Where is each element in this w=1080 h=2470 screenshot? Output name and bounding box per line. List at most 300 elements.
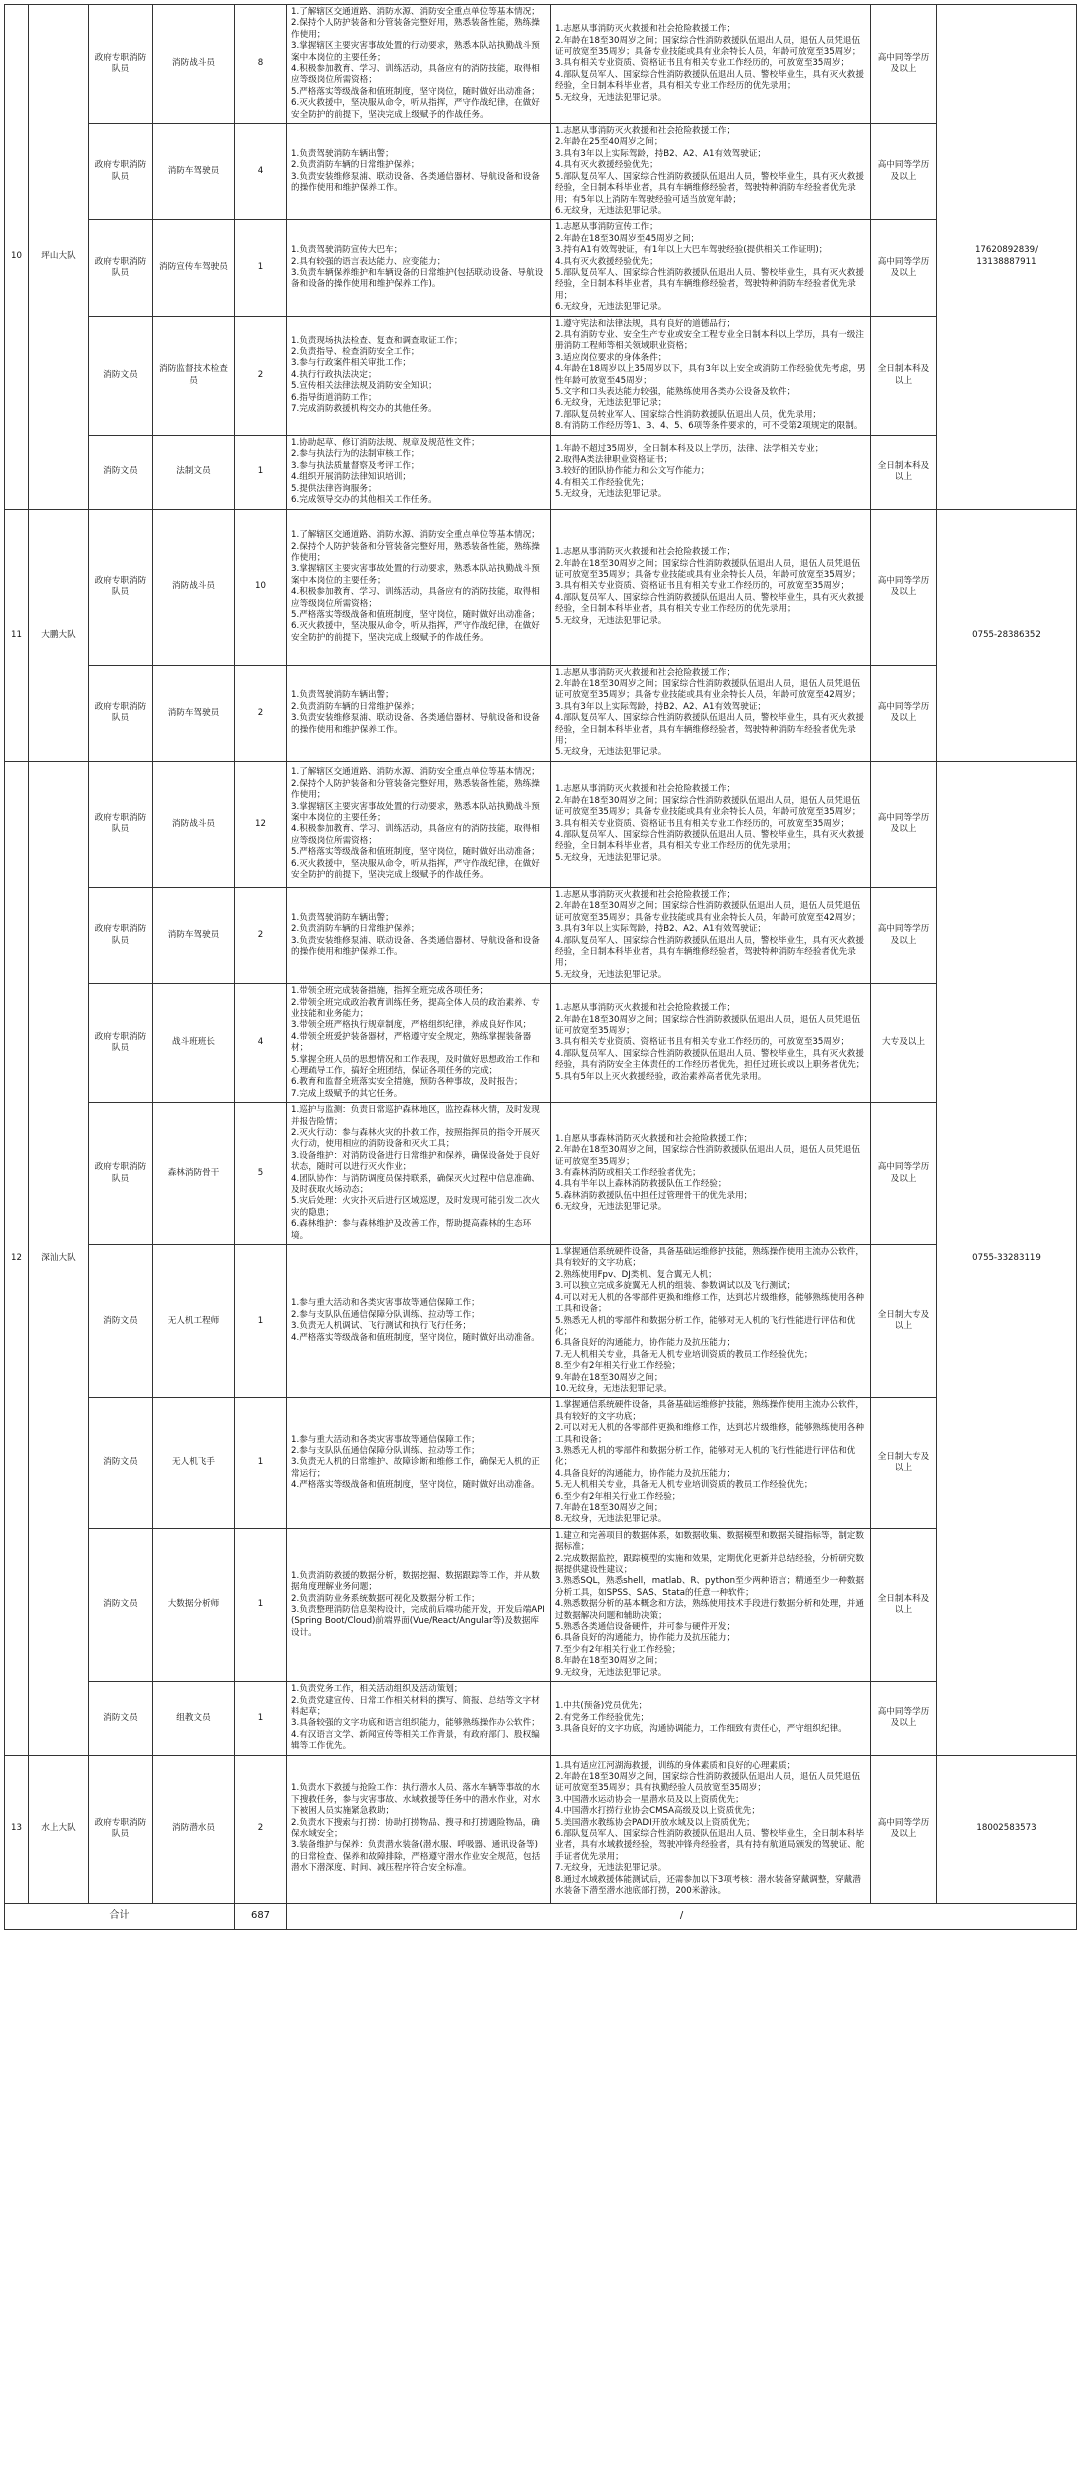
requirement-line: 5.熟悉各类通信设备硬件，并可参与硬件开发； xyxy=(555,1622,736,1633)
requirement-line: 2.年龄在18至30周岁之间；国家综合性消防救援队伍退出人员，退伍人员凭退伍证可放宽至35周岁；具备专业技能或具有业余特长人员，年龄可放宽至42周岁； xyxy=(555,679,861,701)
duty-line: 3.负责车辆保养维护和车辆设备的日常维护(包括联动设备、导航设备和设备的操作使用和维护保养工作)。 xyxy=(291,267,544,290)
table-row xyxy=(5,1682,1077,1755)
headcount: 1 xyxy=(235,1682,287,1755)
position-name: 消防战斗员 xyxy=(153,5,235,124)
requirement-line: 6.具备良好的沟通能力，协作能力及抗压能力； xyxy=(555,1338,736,1349)
headcount: 4 xyxy=(235,124,287,220)
duty-line: 3.设备维护：对消防设备进行日常维护和保养，确保设备处于良好状态，随时可以进行灭火作业； xyxy=(291,1150,540,1173)
requirement-line: 4.具有灭火救援经验优先； xyxy=(555,256,658,267)
requirement-line: 2.年龄在18至30周岁之间，国家综合性消防救援队伍退出人员，退伍人员凭退伍证可放宽至35周岁；具有执勤经验人员放宽至35周岁； xyxy=(555,1772,861,1794)
headcount: 1 xyxy=(235,1398,287,1528)
duty-line: 1.了解辖区交通道路、消防水源、消防安全重点单位等基本情况； xyxy=(291,530,540,541)
headcount: 1 xyxy=(235,1245,287,1398)
table-row xyxy=(5,761,1077,887)
duty-line: 6.灭火救援中，坚决服从命令，听从指挥，严守作战纪律，在做好安全防护的前提下，坚决完成上级赋予的作战任务。 xyxy=(291,621,540,643)
headcount: 2 xyxy=(235,1755,287,1903)
requirement-line: 5.熟悉无人机的零部件和数据分析工作，能够对无人机的飞行性能进行评估和优化； xyxy=(555,1315,856,1337)
duty-line: 4.严格落实等级战备和值班制度，坚守岗位，随时做好出动准备。 xyxy=(291,1480,540,1491)
education-requirement: 高中同等学历及以上 xyxy=(871,1682,937,1755)
duties-cell xyxy=(287,509,551,665)
headcount: 2 xyxy=(235,887,287,983)
position-name: 消防车驾驶员 xyxy=(153,665,235,761)
duty-line: 2.负责消防车辆的日常维护保养； xyxy=(291,160,420,171)
position-name: 无人机飞手 xyxy=(153,1398,235,1528)
headcount: 1 xyxy=(235,1528,287,1681)
education-requirement: 全日制大专及以上 xyxy=(871,1245,937,1398)
requirement-line: 1.具有适应江河湖海救援，训练的身体素质和良好的心理素质； xyxy=(555,1760,796,1771)
requirements-cell xyxy=(551,1682,871,1755)
requirement-line: 4.部队复员军人、国家综合性消防救援队伍退出人员，警校毕业生，具有灭火救援经验，全日制本科毕业者，具有车辆维修经验者，驾驶特种消防车经验者优先录用； xyxy=(555,935,864,969)
staff-category: 消防文员 xyxy=(89,435,153,509)
requirement-line: 5.文字和口头表达能力较强，能熟练使用各类办公设备及软件； xyxy=(555,387,796,397)
requirement-line: 1.志愿从事消防灭火救援和社会抢险救援工作； xyxy=(555,667,736,678)
requirement-line: 4.可以对无人机的各零部件更换和维修工作，达到芯片级维修，能够熟练使用各种工具和设备； xyxy=(555,1292,864,1315)
requirement-line: 2.年龄在18至30周岁之间，国家综合性消防救援队伍退出人员，退伍人员凭退伍证可放宽至35周岁； xyxy=(555,1145,861,1167)
education-requirement: 高中同等学历及以上 xyxy=(871,665,937,761)
duty-line: 2.负责水下搜索与打捞：协助打捞物品、搜寻和打捞遇险物品，确保水域安全； xyxy=(291,1817,540,1840)
duty-line: 2.负责消防车辆的日常维护保养； xyxy=(291,924,420,935)
education-requirement: 全日制本科及以上 xyxy=(871,316,937,435)
section-number: 13 xyxy=(5,1755,29,1903)
duty-line: 1.负责驾驶消防宣传大巴车； xyxy=(291,245,403,256)
requirements-cell xyxy=(551,1398,871,1528)
table-row xyxy=(5,1398,1077,1528)
duty-line: 4.积极参加教育、学习、训练活动，具备应有的消防技能，取得相应等级岗位所需资格； xyxy=(291,824,540,846)
contact-phone: 0755-33283119 xyxy=(937,761,1077,1755)
requirement-line: 4.部队复员军人、国家综合性消防救援队伍退出人员、警校毕业生，具有灭火救援经验，具有消防安全主体责任的工作经历者优先，担任过班长或以上职务者优先； xyxy=(555,1048,865,1071)
position-name: 消防车驾驶员 xyxy=(153,124,235,220)
headcount: 2 xyxy=(235,665,287,761)
duty-line: 5.掌握全班人员的思想情况和工作表现，及时做好思想政治工作和心理疏导工作，搞好全班团结，保证各项任务的完成； xyxy=(291,1054,540,1076)
requirements-cell xyxy=(551,220,871,316)
requirement-line: 3.具有相关专业资质、资格证书且有相关专业工作经历的，可放宽至35周岁； xyxy=(555,58,850,69)
table-body xyxy=(5,5,1077,1930)
requirement-line: 6.部队复员军人、国家综合性消防救援队伍退出人员、警校毕业生，全日制本科毕业者，具有水域救援经验，驾驶冲锋舟经验者，具有持有航道局颁发的驾驶证、舵手证者优先录用； xyxy=(555,1829,865,1862)
education-requirement: 高中同等学历及以上 xyxy=(871,5,937,124)
requirement-line: 4.熟悉数据分析的基本概念和方法，熟练使用技术手段进行数据分析和处理，并通过数据解决问题和辅助决策； xyxy=(555,1599,864,1621)
duty-line: 4.有汉语言文学、新闻宣传等相关工作背景，有政府部门、股权编辑等工作优先。 xyxy=(291,1729,540,1752)
position-name: 大数据分析师 xyxy=(153,1528,235,1681)
duty-line: 2.保持个人防护装备和分管装备完整好用，熟悉装备性能，熟练操作使用； xyxy=(291,778,540,801)
requirement-line: 6.无纹身，无违法犯罪记录。 xyxy=(555,205,667,216)
requirement-line: 7.年龄在18至30周岁之间； xyxy=(555,1503,663,1513)
duties-cell xyxy=(287,1398,551,1528)
requirement-line: 3.有森林消防或相关工作经验者优先； xyxy=(555,1167,701,1178)
staff-category: 政府专职消防队员 xyxy=(89,887,153,983)
education-requirement: 全日制本科及以上 xyxy=(871,1528,937,1681)
requirement-line: 1.志愿从事消防灭火救援和社会抢险救援工作； xyxy=(555,24,736,35)
table-row xyxy=(5,1755,1077,1903)
requirement-line: 6.具备良好的沟通能力，协作能力及抗压能力； xyxy=(555,1633,736,1644)
table-row xyxy=(5,509,1077,665)
duty-line: 4.团队协作：与消防调度员保持联系，确保灭火过程中信息准确、及时获取火场动态； xyxy=(291,1173,540,1196)
requirement-line: 2.年龄在18至30周岁至45周岁之间； xyxy=(555,233,700,244)
requirement-line: 6.无纹身，无违法犯罪记录。 xyxy=(555,302,667,313)
duties-cell xyxy=(287,1682,551,1755)
education-requirement: 高中同等学历及以上 xyxy=(871,509,937,665)
requirement-line: 1.建立和完善项目的数据体系，如数据收集、数据模型和数据关键指标等，制定数据标准； xyxy=(555,1530,864,1553)
contact-phone: 18002583573 xyxy=(937,1755,1077,1903)
duty-line: 1.了解辖区交通道路、消防水源、消防安全重点单位等基本情况； xyxy=(291,7,540,17)
requirement-line: 2.年龄在18至30周岁之间；国家综合性消防救援队伍退出人员，退伍人员凭退伍证可放宽至35周岁；具备专业技能或具有业余特长人员，年龄可放宽至35周岁； xyxy=(555,558,861,581)
requirement-line: 3.熟悉无人机的零部件和数据分析工作，能够对无人机的飞行性能进行评估和优化； xyxy=(555,1445,856,1468)
duty-line: 4.执行行政执法决定； xyxy=(291,369,377,380)
headcount: 4 xyxy=(235,984,287,1103)
requirement-line: 3.适应岗位要求的身体条件； xyxy=(555,352,667,363)
position-name: 法制文员 xyxy=(153,435,235,509)
duty-line: 2.参与支队队伍通信保障分队训练、拉动等工作； xyxy=(291,1445,480,1456)
total-slash: / xyxy=(287,1903,1077,1929)
requirement-line: 1.自愿从事森林消防灭火救援和社会抢险救援工作； xyxy=(555,1133,753,1144)
headcount: 1 xyxy=(235,220,287,316)
requirement-line: 8.年龄在18至30周岁之间； xyxy=(555,1656,663,1667)
requirement-line: 5.无纹身，无违法犯罪记录。 xyxy=(555,852,667,863)
requirements-cell xyxy=(551,435,871,509)
requirement-line: 1.志愿从事消防灭火救援和社会抢险救援工作； xyxy=(555,547,736,558)
duties-cell xyxy=(287,316,551,435)
requirement-line: 5.无纹身，无违法犯罪记录。 xyxy=(555,615,667,626)
requirement-line: 5.部队复员军人、国家综合性消防救援队伍退出人员，警校毕业生，具有灭火救援经验，全日制本科毕业者，具有车辆维修经验者，驾驶特种消防车经验者优先录用；有5年以上消防车驾驶经验可适当放宽年龄； xyxy=(555,171,864,205)
duty-line: 6.指导街道消防工作； xyxy=(291,392,377,403)
requirements-cell xyxy=(551,1528,871,1681)
duty-line: 1.负责驾驶消防车辆出警； xyxy=(291,690,394,701)
requirement-line: 5.森林消防救援队伍中担任过管理骨干的优先录用； xyxy=(555,1190,753,1201)
requirement-line: 2.完成数据监控，跟踪模型的实施和效果，定期优化更新并总结经验，分析研究数据提供建设性建议； xyxy=(555,1553,864,1576)
duty-line: 3.掌握辖区主要灾害事故处置的行动要求，熟悉本队站执勤战斗预案中本岗位的主要任务； xyxy=(291,564,540,586)
requirement-line: 1.掌握通信系统硬件设备，具备基础运维修护技能，熟练操作使用主流办公软件，具有较好的文字功底； xyxy=(555,1400,864,1422)
duty-line: 1.巡护与监测：负责日常巡护森林地区，监控森林火情，及时发现并报告险情； xyxy=(291,1105,540,1127)
duty-line: 6.森林维护：参与森林维护及改善工作，帮助提高森林的生态环境。 xyxy=(291,1219,532,1241)
requirement-line: 8.通过水域救援体能测试后，还需参加以下3项考核：潜水装备穿戴调整，穿戴潜水装备下潜至潜水池底部打捞，200米游泳。 xyxy=(555,1874,861,1897)
requirement-line: 4.具备良好的沟通能力，协作能力及抗压能力； xyxy=(555,1468,736,1479)
requirement-line: 4.中国潜水打捞行业协会CMSA高级及以上资质优先； xyxy=(555,1806,760,1817)
table-row xyxy=(5,1245,1077,1398)
requirement-line: 1.遵守宪法和法律法规，具有良好的道德品行； xyxy=(555,318,736,329)
duty-line: 7.完成消防救援机构交办的其他任务。 xyxy=(291,404,437,415)
duty-line: 4.组织开展消防法律知识培训； xyxy=(291,472,411,483)
duty-line: 3.负责安装维修泵浦、联动设备、各类通信器材、导航设备和设备的操作使用和维护保养工作。 xyxy=(291,713,540,735)
staff-category: 消防文员 xyxy=(89,1682,153,1755)
requirement-line: 3.较好的团队协作能力和公文写作能力； xyxy=(555,466,710,477)
section-number: 11 xyxy=(5,509,29,761)
education-requirement: 高中同等学历及以上 xyxy=(871,887,937,983)
table-row xyxy=(5,220,1077,316)
position-name: 消防战斗员 xyxy=(153,761,235,887)
total-count: 687 xyxy=(235,1903,287,1929)
duty-line: 3.装备维护与保养：负责潜水装备(潜水服、呼吸器、通讯设备等)的日常检查、保养和故障排除，严格遵守潜水作业安全规范，包括潜水下潜深度、时间、减压程序符合安全标准。 xyxy=(291,1840,541,1874)
table-row xyxy=(5,984,1077,1103)
duty-line: 2.参与执法行为的法制审核工作； xyxy=(291,449,420,460)
duties-cell xyxy=(287,1103,551,1245)
duty-line: 3.负责无人机调试、飞行测试和执行飞行任务； xyxy=(291,1321,472,1332)
duty-line: 3.参与行政案件相关审批工作； xyxy=(291,358,411,369)
total-row xyxy=(5,1903,1077,1929)
duty-line: 4.严格落实等级战备和值班制度，坚守岗位，随时做好出动准备。 xyxy=(291,1332,540,1343)
requirements-cell xyxy=(551,761,871,887)
requirement-line: 5.无纹身，无违法犯罪记录。 xyxy=(555,747,667,758)
duty-line: 5.严格落实等级战备和值班制度，坚守岗位，随时做好出动准备； xyxy=(291,609,540,620)
requirement-line: 4.部队复员军人、国家综合性消防救援队伍退出人员、警校毕业生，具有灭火救援经验，全日制本科毕业者，具有相关专业工作经历的优先录用； xyxy=(555,830,864,852)
duty-line: 2.负责消防车辆的日常维护保养； xyxy=(291,701,420,712)
position-name: 战斗班班长 xyxy=(153,984,235,1103)
contact-phone: 0755-28386352 xyxy=(937,509,1077,761)
duty-line: 3.带领全班严格执行规章制度，严格组织纪律，养成良好作风； xyxy=(291,1020,532,1031)
duty-line: 3.参与执法质量督察及考评工作； xyxy=(291,460,420,471)
requirement-line: 4.年龄在18周岁以上35周岁以下，具有3年以上安全或消防工作经验优先考虑，男性年龄可放宽至45周岁； xyxy=(555,364,866,386)
duty-line: 5.灾后处理：火灾扑灭后进行区域巡逻，及时发现可能引发二次火灾的隐患； xyxy=(291,1196,540,1218)
duty-line: 1.了解辖区交通道路、消防水源、消防安全重点单位等基本情况； xyxy=(291,767,540,778)
table-row xyxy=(5,1103,1077,1245)
requirement-line: 3.中国潜水运动协会一星潜水员及以上资质优先； xyxy=(555,1794,744,1805)
duty-line: 7.完成上级赋予的其它任务。 xyxy=(291,1088,403,1099)
requirement-line: 3.具有相关专业资质、资格证书且有相关专业工作经历的，可放宽至35周岁； xyxy=(555,818,850,829)
headcount: 10 xyxy=(235,509,287,665)
requirements-cell xyxy=(551,124,871,220)
requirement-line: 8.至少有2年相关行业工作经验； xyxy=(555,1361,681,1372)
requirement-line: 7.至少有2年相关行业工作经验； xyxy=(555,1644,681,1655)
education-requirement: 全日制大专及以上 xyxy=(871,1398,937,1528)
recruitment-table-sheet xyxy=(4,4,1076,1930)
duty-line: 3.具备较强的文字功底和语言组织能力，能够熟练操作办公软件； xyxy=(291,1718,540,1729)
headcount: 8 xyxy=(235,5,287,124)
requirement-line: 5.美国潜水教练协会PADI开放水域及以上资质优先； xyxy=(555,1817,755,1828)
staff-category: 政府专职消防队员 xyxy=(89,220,153,316)
staff-category: 政府专职消防队员 xyxy=(89,5,153,124)
staff-category: 政府专职消防队员 xyxy=(89,984,153,1103)
duties-cell xyxy=(287,665,551,761)
requirements-cell xyxy=(551,1245,871,1398)
requirement-line: 4.有相关工作经验优先； xyxy=(555,477,650,488)
requirements-cell xyxy=(551,5,871,124)
requirement-line: 7.无纹身，无违法犯罪记录。 xyxy=(555,1863,667,1874)
duty-line: 1.协助起草、修订消防法规、规章及规范性文件； xyxy=(291,437,480,448)
position-name: 消防宣传车驾驶员 xyxy=(153,220,235,316)
duty-line: 1.带领全班完成装备措施，指挥全班完成各项任务； xyxy=(291,986,489,997)
requirement-line: 9.无纹身，无违法犯罪记录。 xyxy=(555,1667,667,1678)
requirement-line: 4.部队复员军人、国家综合性消防救援队伍退出人员，警校毕业生，具有灭火救援经验，全日制本科毕业者，具有车辆维修经验者，驾驶特种消防车经验者优先录用； xyxy=(555,713,864,747)
duties-cell xyxy=(287,1755,551,1903)
duties-cell xyxy=(287,220,551,316)
education-requirement: 全日制本科及以上 xyxy=(871,435,937,509)
total-label: 合计 xyxy=(5,1903,235,1929)
duty-line: 1.负责驾驶消防车辆出警； xyxy=(291,912,394,923)
table-row xyxy=(5,316,1077,435)
table-row xyxy=(5,887,1077,983)
headcount: 5 xyxy=(235,1103,287,1245)
duty-line: 3.掌握辖区主要灾害事故处置的行动要求，熟悉本队站执勤战斗预案中本岗位的主要任务； xyxy=(291,41,540,63)
table-row xyxy=(5,1528,1077,1681)
position-name: 消防战斗员 xyxy=(153,509,235,665)
duty-line: 3.负责安装维修泵浦、联动设备、各类通信器材、导航设备和设备的操作使用和维护保养工作。 xyxy=(291,935,540,957)
requirement-line: 3.具有3年以上实际驾龄，持B2、A2、A1有效驾驶证； xyxy=(555,924,767,935)
contact-phone: 17620892839/ 13138887911 xyxy=(937,5,1077,510)
education-requirement: 高中同等学历及以上 xyxy=(871,124,937,220)
duty-line: 2.负责指导、检查消防安全工作； xyxy=(291,347,420,358)
education-requirement: 高中同等学历及以上 xyxy=(871,220,937,316)
staff-category: 消防文员 xyxy=(89,1245,153,1398)
requirement-line: 8.有消防工作经历等1、3、4、5、6项等条件要求的，可不受第2项规定的限制。 xyxy=(555,421,863,432)
duty-line: 3.负责整理消防信息架构设计，完成前后端功能开发，开发后端API(Spring Boot/Cloud)前端界面(Vue/React/Angular等)及数据库设计。 xyxy=(291,1604,545,1638)
duty-line: 2.具有较强的语言表达能力、应变能力； xyxy=(291,256,446,267)
staff-category: 消防文员 xyxy=(89,1528,153,1681)
requirement-line: 6.无纹身，无违法犯罪记录； xyxy=(555,398,667,409)
education-requirement: 高中同等学历及以上 xyxy=(871,1755,937,1903)
duties-cell xyxy=(287,435,551,509)
requirement-line: 7.部队复员转业军人、国家综合性消防救援队伍退出人员，优先录用； xyxy=(555,409,822,420)
requirement-line: 8.无纹身，无违法犯罪记录。 xyxy=(555,1514,667,1525)
requirement-line: 2.年龄在18至30周岁之间；国家综合性消防救援队伍退出人员，退伍人员凭退伍证可放宽至35周岁；具备专业技能或具有业余特长人员，年龄可放宽至42周岁； xyxy=(555,901,861,923)
duty-line: 2.灭火行动：参与森林火灾的扑救工作，按照指挥员的指令开展灭火行动，使用相应的消防设备和灭火工具； xyxy=(291,1128,540,1150)
brigade-name: 深汕大队 xyxy=(29,761,89,1755)
staff-category: 政府专职消防队员 xyxy=(89,124,153,220)
staff-category: 政府专职消防队员 xyxy=(89,1103,153,1245)
duty-line: 5.严格落实等级战备和值班制度，坚守岗位，随时做好出动准备； xyxy=(291,847,540,858)
brigade-name: 大鹏大队 xyxy=(29,509,89,761)
requirements-cell xyxy=(551,665,871,761)
position-name: 无人机工程师 xyxy=(153,1245,235,1398)
duty-line: 3.负责无人机的日常维护、故障诊断和维修工作，确保无人机的正常运行； xyxy=(291,1457,540,1479)
duties-cell xyxy=(287,761,551,887)
duty-line: 1.参与重大活动和各类灾害事故等通信保障工作； xyxy=(291,1298,480,1309)
duty-line: 6.教育和监督全班落实安全措施，预防各种事故，及时报告； xyxy=(291,1077,523,1088)
requirement-line: 3.可以独立完成多旋翼无人机的组装、参数调试以及飞行测试； xyxy=(555,1281,796,1292)
duty-line: 5.宣传相关法律法规及消防安全知识； xyxy=(291,381,437,392)
requirement-line: 3.具备良好的文字功底，沟通协调能力，工作细致有责任心，严守组织纪律。 xyxy=(555,1724,847,1735)
duty-line: 1.负责驾驶消防车辆出警； xyxy=(291,148,394,159)
requirement-line: 3.具有相关专业资质、资格证书且有相关专业工作经历的，可放宽至35周岁； xyxy=(555,581,850,592)
brigade-name: 水上大队 xyxy=(29,1755,89,1903)
duty-line: 3.掌握辖区主要灾害事故处置的行动要求，熟悉本队站执勤战斗预案中本岗位的主要任务； xyxy=(291,801,540,823)
staff-category: 政府专职消防队员 xyxy=(89,665,153,761)
duty-line: 2.参与支队队伍通信保障分队训练、拉动等工作； xyxy=(291,1309,480,1320)
requirement-line: 5.无纹身，无违法犯罪记录。 xyxy=(555,92,667,103)
requirement-line: 2.年龄在18至30周岁之间；国家综合性消防救援队伍退出人员，退伍人员凭退伍证可放宽至35周岁； xyxy=(555,1014,861,1037)
requirement-line: 6.至少有2年相关行业工作经验； xyxy=(555,1491,681,1502)
recruitment-table xyxy=(4,4,1077,1930)
headcount: 12 xyxy=(235,761,287,887)
duty-line: 5.提供法律咨询服务； xyxy=(291,483,377,494)
duty-line: 1.负责消防救援的数据分析，数据挖掘、数据跟踪等工作，并从数据角度理解业务问题； xyxy=(291,1570,540,1593)
requirement-line: 5.无纹身，无违法犯罪记录。 xyxy=(555,969,667,980)
requirement-line: 4.部队复员军人、国家综合性消防救援队伍退出人员、警校毕业生，具有灭火救援经验，全日制本科毕业者，具有相关专业工作经历的优先录用； xyxy=(555,592,864,615)
duties-cell xyxy=(287,124,551,220)
duty-line: 1.负责党务工作，相关活动组织及活动策划； xyxy=(291,1684,463,1695)
table-row xyxy=(5,435,1077,509)
position-name: 组教文员 xyxy=(153,1682,235,1755)
position-name: 消防车驾驶员 xyxy=(153,887,235,983)
requirement-line: 5.无纹身，无违法犯罪记录。 xyxy=(555,489,667,500)
duty-line: 6.灭火救援中，坚决服从命令，听从指挥，严守作战纪律，在做好安全防护的前提下，坚决完成上级赋予的作战任务。 xyxy=(291,98,540,120)
headcount: 1 xyxy=(235,435,287,509)
requirement-line: 1.志愿从事消防灭火救援和社会抢险救援工作； xyxy=(555,889,736,900)
duty-line: 6.完成领导交办的其他相关工作任务。 xyxy=(291,494,437,505)
requirement-line: 5.部队复员军人、国家综合性消防救援队伍退出人员、警校毕业生，具有灭火救援经验，全日制本科毕业者，具有车辆维修经验者，驾驶特种消防车经验者优先录用； xyxy=(555,267,864,301)
education-requirement: 大专及以上 xyxy=(871,984,937,1103)
staff-category: 政府专职消防队员 xyxy=(89,1755,153,1903)
duty-line: 1.负责水下救援与抢险工作：执行潜水人员、落水车辆等事故的水下搜救任务，参与灾害事故、水域救援等任务中的潜水作业，对水下被困人员实施紧急救助； xyxy=(291,1783,541,1817)
duty-line: 5.严格落实等级战备和值班制度，坚守岗位，随时做好出动准备； xyxy=(291,86,540,97)
requirements-cell xyxy=(551,316,871,435)
requirement-line: 4.具有灭火救援经验优先； xyxy=(555,160,658,171)
education-requirement: 高中同等学历及以上 xyxy=(871,1103,937,1245)
requirement-line: 3.具有3年以上实际驾龄，持B2、A2、A1有效驾驶证； xyxy=(555,148,767,159)
position-name: 森林消防骨干 xyxy=(153,1103,235,1245)
requirement-line: 1.志愿从事消防灭火救援和社会抢险救援工作； xyxy=(555,126,736,137)
requirements-cell xyxy=(551,984,871,1103)
duty-line: 2.保持个人防护装备和分管装备完整好用，熟悉装备性能，熟练操作使用； xyxy=(291,541,540,563)
requirement-line: 1.志愿从事消防灭火救援和社会抢险救援工作； xyxy=(555,784,736,795)
duty-line: 2.保持个人防护装备和分管装备完整好用，熟悉装备性能，熟练操作使用； xyxy=(291,18,540,40)
requirements-cell xyxy=(551,887,871,983)
duties-cell xyxy=(287,887,551,983)
requirement-line: 5.无人机相关专业，具备无人机专业培训资质的教员工作经验优先； xyxy=(555,1480,813,1491)
requirement-line: 3.具有相关专业资质、资格证书且有相关专业工作经历的，可放宽至35周岁； xyxy=(555,1037,850,1048)
duty-line: 1.参与重大活动和各类灾害事故等通信保障工作； xyxy=(291,1434,480,1445)
requirements-cell xyxy=(551,1755,871,1903)
requirement-line: 2.有党务工作经验优先； xyxy=(555,1712,650,1723)
requirement-line: 2.年龄在18至30周岁之间；国家综合性消防救援队伍退出人员，退伍人员凭退伍证可放宽至35周岁；具备专业技能或具有业余特长人员，年龄可放宽至35周岁； xyxy=(555,795,861,818)
table-row xyxy=(5,124,1077,220)
requirement-line: 2.取得A类法律职业资格证书； xyxy=(555,455,673,466)
duty-line: 4.带领全班爱护装备器材，严格遵守安全规定，熟练掌握装备器材； xyxy=(291,1031,532,1054)
duties-cell xyxy=(287,5,551,124)
staff-category: 消防文员 xyxy=(89,316,153,435)
requirement-line: 1.掌握通信系统硬件设备，具备基础运维修护技能，熟练操作使用主流办公软件，具有较好的文字功底； xyxy=(555,1247,864,1269)
requirement-line: 1.志愿从事消防灭火救援和社会抢险救援工作； xyxy=(555,1003,736,1014)
duty-line: 2.带领全班完成政治教育训练任务，提高全体人员的政治素养、专业技能和业务能力； xyxy=(291,997,540,1019)
requirement-line: 4.具有半年以上森林消防救援队伍工作经验； xyxy=(555,1179,727,1190)
duties-cell xyxy=(287,984,551,1103)
duty-line: 4.积极参加教育、学习、训练活动，具备应有的消防技能，取得相应等级岗位所需资格； xyxy=(291,587,540,609)
requirement-line: 2.年龄在18至30周岁之间；国家综合性消防救援队伍退出人员，退伍人员凭退伍证可放宽至35周岁；具备专业技能或具有业余特长人员，年龄可放宽至35周岁； xyxy=(555,35,861,57)
requirement-line: 4.部队复员军人、国家综合性消防救援队伍退出人员、警校毕业生，具有灭火救援经验，全日制本科毕业者，具有相关专业工作经历的优先录用； xyxy=(555,69,864,92)
staff-category: 政府专职消防队员 xyxy=(89,761,153,887)
requirement-line: 6.无纹身，无违法犯罪记录。 xyxy=(555,1202,667,1213)
duty-line: 3.负责安装维修泵浦、联动设备、各类通信器材、导航设备和设备的操作使用和维护保养工作。 xyxy=(291,171,540,194)
table-row xyxy=(5,5,1077,124)
education-requirement: 高中同等学历及以上 xyxy=(871,761,937,887)
requirement-line: 7.无人机相关专业，具备无人机专业培训资质的教员工作经验优先； xyxy=(555,1349,813,1360)
section-number: 10 xyxy=(5,5,29,510)
requirement-line: 2.可以对无人机的各零部件更换和维修工作，达到芯片级维修，能够熟练使用各种工具和设备； xyxy=(555,1423,864,1445)
section-number: 12 xyxy=(5,761,29,1755)
requirement-line: 1.中共(预备)党员优先； xyxy=(555,1701,648,1712)
requirement-line: 1.年龄不超过35周岁，全日制本科及以上学历，法律、法学相关专业； xyxy=(555,443,824,454)
duty-line: 2.负责党建宣传、日常工作相关材料的撰写、简报、总结等文字材料起草； xyxy=(291,1695,540,1717)
duty-line: 4.积极参加教育、学习、训练活动，具备应有的消防技能，取得相应等级岗位所需资格； xyxy=(291,64,540,86)
requirement-line: 1.志愿从事消防宣传工作； xyxy=(555,222,658,233)
requirements-cell xyxy=(551,509,871,665)
duty-line: 1.负责现场执法检查、复查和调查取证工作； xyxy=(291,335,463,346)
brigade-name: 坪山大队 xyxy=(29,5,89,510)
requirement-line: 2.具有消防专业、安全生产专业或安全工程专业全日制本科以上学历，具有一级注册消防工程师等相关领域职业资格； xyxy=(555,329,864,352)
requirement-line: 3.具有3年以上实际驾龄，持B2、A2、A1有效驾驶证； xyxy=(555,701,767,712)
requirements-cell xyxy=(551,1103,871,1245)
duty-line: 6.灭火救援中，坚决服从命令，听从指挥，严守作战纪律，在做好安全防护的前提下，坚决完成上级赋予的作战任务。 xyxy=(291,858,540,880)
requirement-line: 9.年龄在18至30周岁之间； xyxy=(555,1372,663,1383)
duty-line: 2.负责消防业务系统数据可视化及数据分析工作； xyxy=(291,1593,480,1604)
requirement-line: 10.无纹身，无违法犯罪记录。 xyxy=(555,1383,672,1394)
duties-cell xyxy=(287,1528,551,1681)
staff-category: 政府专职消防队员 xyxy=(89,509,153,665)
requirement-line: 2.年龄在25至40周岁之间； xyxy=(555,137,663,148)
staff-category: 消防文员 xyxy=(89,1398,153,1528)
duties-cell xyxy=(287,1245,551,1398)
table-row xyxy=(5,665,1077,761)
requirement-line: 3.持有A1有效驾驶证，有1年以上大巴车驾驶经验(提供相关工作证明)； xyxy=(555,245,828,256)
position-name: 消防潜水员 xyxy=(153,1755,235,1903)
requirement-line: 2.熟练使用Fpv、DJ类机、复合翼无人机； xyxy=(555,1269,717,1280)
